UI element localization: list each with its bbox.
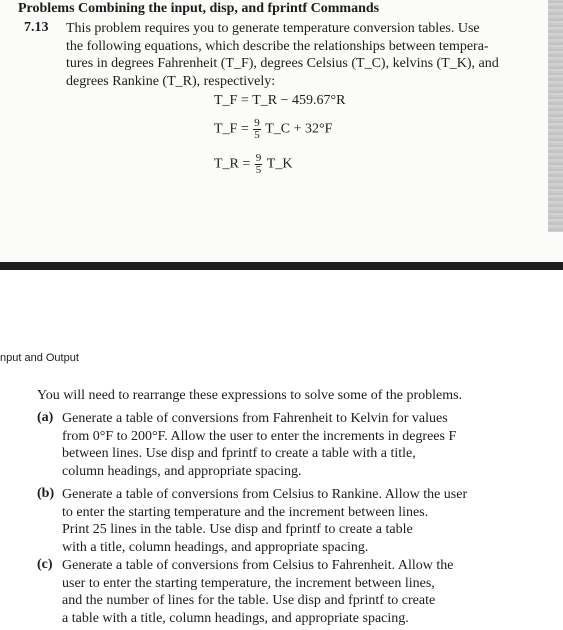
- part-label: (c): [37, 557, 53, 572]
- fraction-denominator: 5: [255, 164, 262, 176]
- fraction: [253, 118, 261, 141]
- part-line: column headings, and appropriate spacing.: [62, 463, 302, 479]
- section-heading: Problems Combining the input, disp, and fprintf Commands: [18, 1, 380, 16]
- page-divider: [0, 262, 563, 270]
- equation-rel: =: [242, 156, 251, 172]
- part-line: Generate a table of conversions from Celsius to Rankine. Allow the user: [62, 487, 468, 502]
- part-line: a table with a title, column headings, and appropriate spacing.: [62, 610, 409, 626]
- problem-line: degrees Rankine (T_R), respectively:: [66, 73, 276, 89]
- part-line: Generate a table of conversions from Celsius to Fahrenheit. Allow the: [62, 558, 454, 573]
- intro-text: You will need to rearrange these expressions to solve some of the problems.: [37, 388, 463, 403]
- top-page-scan: [0, 0, 563, 262]
- part-line: to enter the starting temperature and the increment between lines.: [62, 504, 429, 520]
- equation-lhs: T_F: [214, 93, 238, 108]
- running-head: nput and Output: [0, 352, 79, 364]
- fraction: [255, 153, 263, 176]
- part-line: Generate a table of conversions from Fahrenheit to Kelvin for values: [62, 411, 448, 426]
- fraction-numerator: 9: [255, 152, 262, 164]
- part-label: (a): [37, 410, 54, 425]
- part-text: [62, 486, 532, 556]
- part-line: from 0°F to 200°F. Allow the user to enter the increments in degrees F: [62, 428, 457, 444]
- problem-line: This problem requires you to generate temperature conversion tables. Use: [66, 21, 480, 36]
- equation-rhs: T_C + 32°F: [265, 121, 333, 137]
- part-text: [62, 557, 532, 627]
- equation-rhs: T_R − 459.67°R: [252, 93, 346, 108]
- equation-rel: =: [240, 93, 249, 108]
- fraction-denominator: 5: [254, 129, 260, 141]
- equation-fahrenheit-celsius: [214, 118, 332, 141]
- problem-line: tures in degrees Fahrenheit (T_F), degrees Celsius (T_C), kelvins (T_K), and: [66, 56, 499, 71]
- equation-lhs: T_F: [214, 121, 238, 137]
- bottom-page-scan: [0, 270, 563, 630]
- equation-rankine-kelvin: [214, 153, 292, 176]
- equation-fahrenheit-rankine: [214, 93, 345, 109]
- part-line: user to enter the starting temperature, the increment between lines,: [62, 575, 435, 591]
- part-line: between lines. Use disp and fprintf to create a table with a title,: [62, 446, 416, 461]
- equation-rhs: T_K: [266, 156, 293, 172]
- problem-statement: [66, 20, 536, 90]
- scan-edge-texture: [548, 0, 563, 232]
- equation-lhs: T_R: [214, 156, 239, 172]
- part-line: Print 25 lines in the table. Use disp and fprintf to create a table: [62, 522, 413, 537]
- problem-line: the following equations, which describe the relationships between tempera-: [66, 38, 489, 54]
- fraction-numerator: 9: [254, 117, 260, 129]
- equation-rel: =: [240, 121, 249, 137]
- part-label: (b): [37, 486, 55, 501]
- problem-number: 7.13: [24, 20, 49, 35]
- part-line: and the number of lines for the table. Use disp and fprintf to create: [62, 593, 436, 608]
- part-text: [62, 410, 532, 480]
- part-line: with a title, column headings, and appropriate spacing.: [62, 539, 369, 555]
